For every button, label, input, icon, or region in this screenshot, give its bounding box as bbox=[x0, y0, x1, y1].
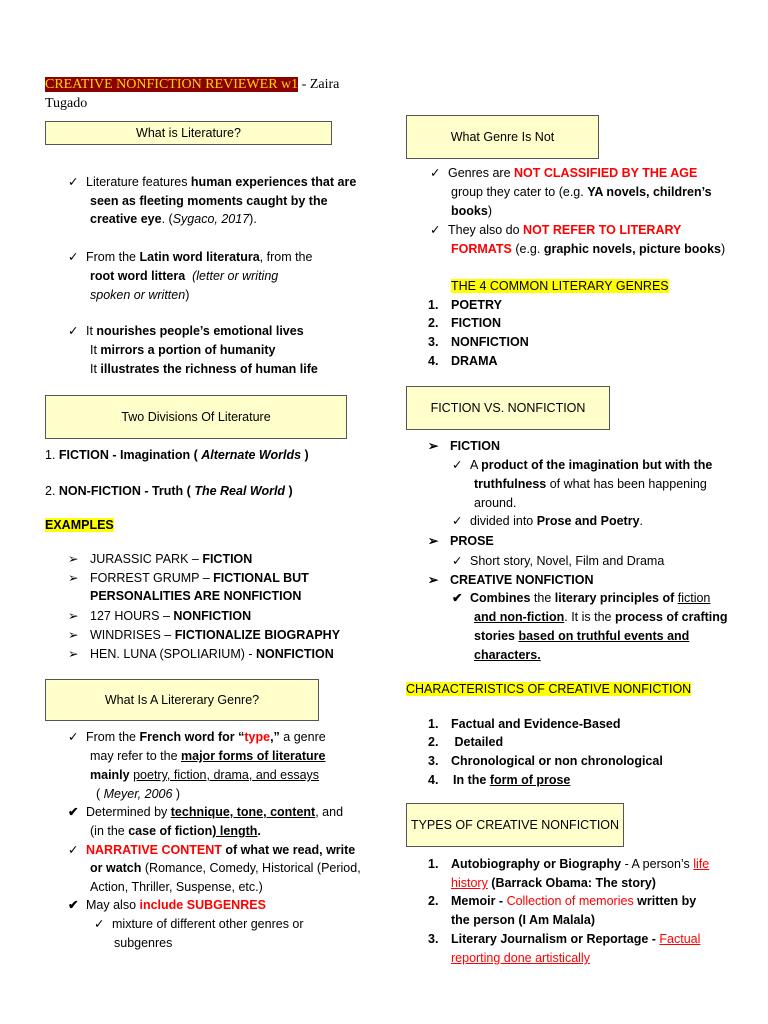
check-icon: ✓ bbox=[430, 166, 441, 180]
arrow-bullet-icon: ➢ bbox=[68, 609, 79, 623]
list-item: ➢ HEN. LUNA (SPOLIARIUM) - NONFICTION bbox=[68, 645, 334, 664]
title-author: - Zaira bbox=[298, 77, 340, 92]
sub-list-item: ✔ Combines the literary principles of fiction bbox=[452, 589, 710, 608]
heading-literary-genre: What Is A Litererary Genre? bbox=[45, 679, 319, 721]
heading-what-genre-is-not: What Genre Is Not bbox=[406, 115, 599, 159]
sub-list-item: ✓ divided into Prose and Poetry. bbox=[452, 512, 643, 531]
list-item-cont: Action, Thriller, Suspense, etc.) bbox=[90, 880, 263, 894]
list-item: ➢ PROSE bbox=[428, 532, 494, 551]
arrow-bullet-icon: ➢ bbox=[68, 571, 79, 585]
list-item-cont: may refer to the major forms of literature bbox=[90, 749, 326, 763]
list-item-cont: mainly poetry, fiction, drama, and essays bbox=[90, 768, 320, 782]
list-item-cont: or watch (Romance, Comedy, Historical (Period, bbox=[90, 861, 361, 875]
list-item: ➢ JURASSIC PARK – FICTION bbox=[68, 550, 252, 569]
list-item: ✔ Determined by technique, tone, content, and bbox=[68, 803, 343, 822]
list-item-cont: history (Barrack Obama: The story) bbox=[451, 876, 656, 890]
check-icon: ✓ bbox=[68, 843, 79, 857]
arrow-bullet-icon: ➢ bbox=[428, 534, 439, 548]
list-item: 3. Literary Journalism or Reportage - Factual bbox=[428, 932, 701, 946]
sub-list-item-cont: around. bbox=[474, 496, 517, 510]
arrow-bullet-icon: ➢ bbox=[68, 647, 79, 661]
list-item: ➢ WINDRISES – FICTIONALIZE BIOGRAPHY bbox=[68, 626, 340, 645]
list-item-cont: seen as fleeting moments caught by the bbox=[90, 194, 328, 208]
sub-list-item-cont: truthfulness of what has been happening bbox=[474, 477, 707, 491]
check-icon: ✓ bbox=[68, 324, 79, 338]
list-item: 2. FICTION bbox=[428, 316, 501, 330]
check-icon: ✓ bbox=[68, 250, 79, 264]
list-item-cont: PERSONALITIES ARE NONFICTION bbox=[90, 589, 302, 603]
list-item: 1. POETRY bbox=[428, 298, 502, 312]
heading-what-is-literature: What is Literature? bbox=[45, 121, 332, 145]
four-genres-label: THE 4 COMMON LITERARY GENRES bbox=[451, 279, 669, 293]
sub-list-item: ✓ mixture of different other genres or bbox=[94, 915, 304, 934]
division-nonfiction: 2. NON-FICTION - Truth ( The Real World ) bbox=[45, 484, 293, 498]
list-item: 4. DRAMA bbox=[428, 354, 498, 368]
list-item-cont: reporting done artistically bbox=[451, 951, 590, 965]
check-icon: ✓ bbox=[94, 917, 105, 931]
list-item-cont: group they cater to (e.g. YA novels, children’s bbox=[451, 185, 712, 199]
sub-list-item-cont: subgenres bbox=[114, 936, 173, 950]
list-item: ✓ NARRATIVE CONTENT of what we read, write bbox=[68, 841, 355, 860]
arrow-bullet-icon: ➢ bbox=[428, 573, 439, 587]
list-item: ✓ From the Latin word literatura, from the bbox=[68, 248, 312, 267]
list-item: ✓ From the French word for “type,” a genre bbox=[68, 728, 326, 747]
examples-label: EXAMPLES bbox=[45, 518, 114, 532]
check-icon: ✓ bbox=[68, 730, 79, 744]
sub-list-item: ✓ A product of the imagination but with the bbox=[452, 456, 712, 475]
list-item: ✓ Literature features human experiences that are bbox=[68, 173, 356, 192]
list-item: 1. Autobiography or Biography - A person’s life bbox=[428, 857, 710, 871]
list-item: 4. In the form of prose bbox=[428, 773, 571, 787]
check-icon: ✓ bbox=[68, 175, 79, 189]
list-item: ➢ CREATIVE NONFICTION bbox=[428, 571, 594, 590]
list-item: ✓ They also do NOT REFER TO LITERARY bbox=[430, 221, 681, 240]
sub-list-item-cont: stories based on truthful events and bbox=[474, 629, 690, 643]
list-item: 1. Factual and Evidence-Based bbox=[428, 717, 621, 731]
list-item: 3. Chronological or non chronological bbox=[428, 754, 663, 768]
list-item-cont: It illustrates the richness of human life bbox=[90, 362, 318, 376]
check-icon: ✓ bbox=[452, 514, 463, 528]
list-item: 2. Memoir - Collection of memories written by bbox=[428, 894, 697, 908]
sub-list-item: ✓ Short story, Novel, Film and Drama bbox=[452, 552, 664, 571]
list-item-cont: (in the case of fiction) length. bbox=[90, 824, 261, 838]
list-item-cont: FORMATS (e.g. graphic novels, picture books) bbox=[451, 242, 726, 256]
list-item: 2. Detailed bbox=[428, 735, 504, 749]
list-item: ➢ FORREST GRUMP – FICTIONAL BUT bbox=[68, 569, 309, 588]
title-author-line2: Tugado bbox=[45, 96, 88, 111]
check-icon: ✓ bbox=[430, 223, 441, 237]
arrow-bullet-icon: ➢ bbox=[68, 628, 79, 642]
heading-fiction-vs-nonfiction: FICTION VS. NONFICTION bbox=[406, 386, 610, 430]
sub-list-item-cont: and non-fiction. It is the process of crafting bbox=[474, 610, 728, 624]
check-icon: ✔ bbox=[68, 805, 79, 819]
list-item-cont: spoken or written) bbox=[90, 288, 190, 302]
title-highlight: CREATIVE NONFICTION REVIEWER w1 bbox=[45, 77, 299, 92]
list-item-cont: the person (I Am Malala) bbox=[451, 913, 596, 927]
check-icon: ✓ bbox=[452, 458, 463, 472]
heading-types-creative-nonfiction: TYPES OF CREATIVE NONFICTION bbox=[406, 803, 624, 847]
heading-two-divisions: Two Divisions Of Literature bbox=[45, 395, 347, 439]
check-icon: ✔ bbox=[68, 898, 79, 912]
list-item: ➢ FICTION bbox=[428, 437, 500, 456]
list-item: ✓ It nourishes people’s emotional lives bbox=[68, 322, 304, 341]
list-item: ✓ Genres are NOT CLASSIFIED BY THE AGE bbox=[430, 164, 697, 183]
list-item-cont: It mirrors a portion of humanity bbox=[90, 343, 276, 357]
sub-list-item-cont: characters. bbox=[474, 648, 541, 662]
document-title bbox=[45, 75, 365, 113]
list-item-cont: ( Meyer, 2006 ) bbox=[96, 787, 181, 801]
list-item-cont: root word littera (letter or writing bbox=[90, 269, 279, 283]
arrow-bullet-icon: ➢ bbox=[68, 552, 79, 566]
characteristics-label: CHARACTERISTICS OF CREATIVE NONFICTION bbox=[406, 682, 692, 696]
list-item: ✔ May also include SUBGENRES bbox=[68, 896, 266, 915]
division-fiction: 1. FICTION - Imagination ( Alternate Worlds ) bbox=[45, 448, 309, 462]
list-item: ➢ 127 HOURS – NONFICTION bbox=[68, 607, 251, 626]
list-item-cont: books) bbox=[451, 204, 492, 218]
list-item-cont: creative eye. (Sygaco, 2017). bbox=[90, 212, 257, 226]
arrow-bullet-icon: ➢ bbox=[428, 439, 439, 453]
check-icon: ✓ bbox=[452, 554, 463, 568]
list-item: 3. NONFICTION bbox=[428, 335, 529, 349]
check-icon: ✔ bbox=[452, 591, 463, 605]
